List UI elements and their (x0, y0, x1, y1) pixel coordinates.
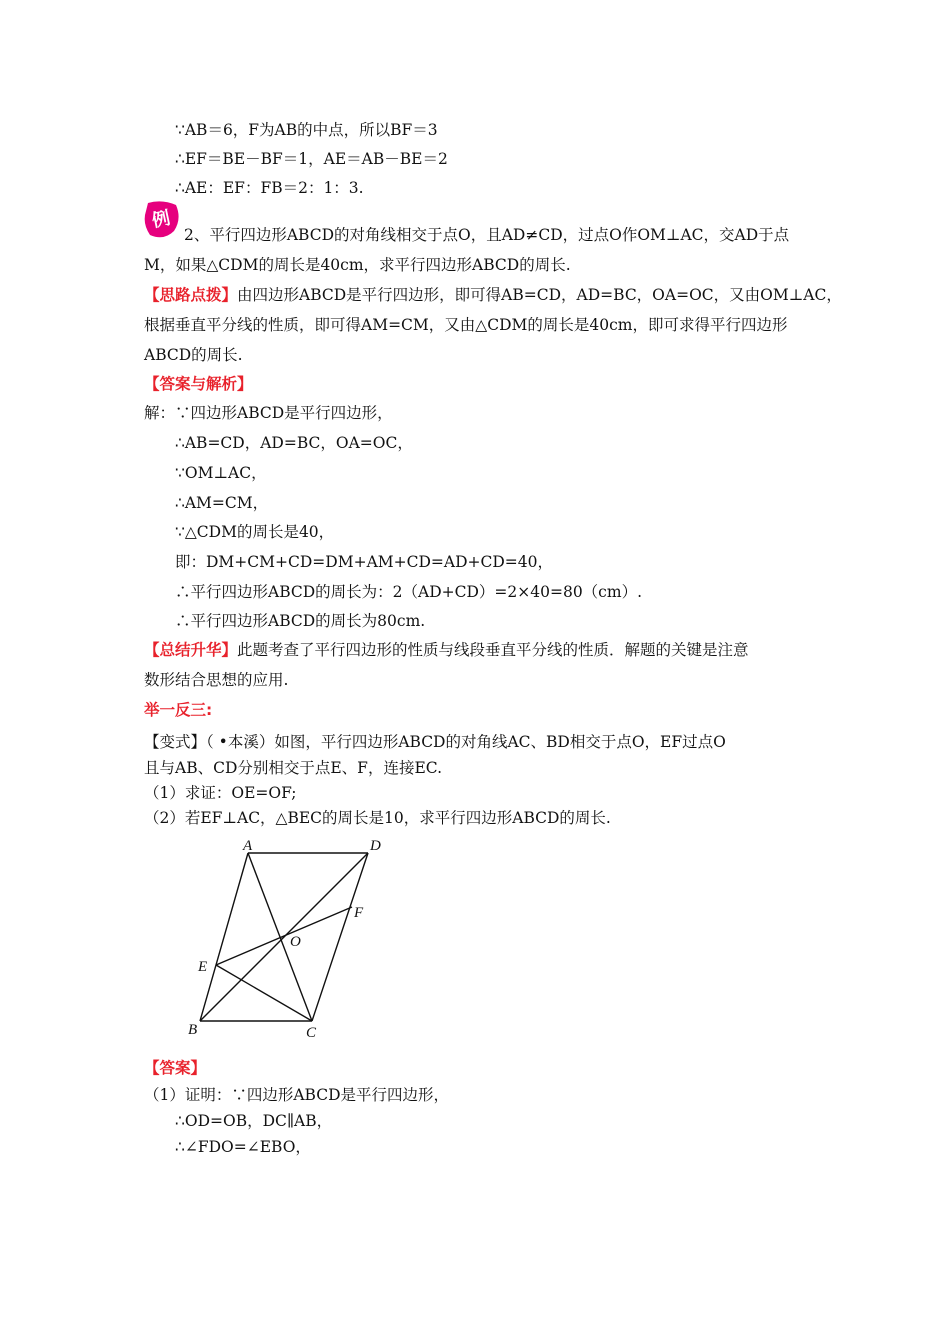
text-line: ∴EF＝BE－BF＝1，AE＝AB－BE＝2 (175, 150, 448, 168)
summary-label: 【总结升华】 (144, 641, 238, 659)
label-e: E (198, 959, 208, 975)
variant-line: 且与AB、CD分别相交于点E、F，连接EC. (144, 759, 442, 777)
edge-ba (200, 853, 248, 1021)
variant-line: （1）求证：OE=OF; (144, 784, 297, 802)
example-question: M，如果△CDM的周长是40cm，求平行四边形ABCD的周长. (144, 256, 571, 274)
proof-line: （1）证明：∵四边形ABCD是平行四边形， (144, 1086, 450, 1104)
segment-ef (216, 907, 352, 965)
proof-line: ∴∠FDO=∠EBO， (175, 1138, 311, 1156)
label-b: B (188, 1022, 198, 1038)
edge-dc (312, 853, 368, 1021)
summary-text: 此题考查了平行四边形的性质与线段垂直平分线的性质．解题的关键是注意 (237, 641, 749, 659)
hint-text: 由四边形ABCD是平行四边形，即可得AB=CD，AD=BC，OA=OC，又由OM⊥AC， (237, 286, 842, 304)
solution-line: ∴AM=CM， (175, 494, 269, 512)
solution-line: ∴AB=CD，AD=BC，OA=OC， (175, 434, 413, 452)
label-c: C (306, 1025, 317, 1041)
variant-line: （2）若EF⊥AC，△BEC的周长是10，求平行四边形ABCD的周长. (144, 809, 611, 827)
solution-line: ∴平行四边形ABCD的周长为：2（AD+CD）=2×40=80（cm）. (175, 583, 642, 601)
hint-line: 根据垂直平分线的性质，即可得AM=CM，又由△CDM的周长是40cm，即可求得平行四边形 (144, 316, 788, 334)
proof-line: ∴OD=OB，DC∥AB， (175, 1112, 333, 1130)
solution-line: ∵△CDM的周长是40， (175, 523, 335, 541)
label-o: O (290, 934, 301, 950)
example-badge-label: 例 (150, 207, 173, 232)
segment-ec (216, 965, 312, 1021)
summary-line: 数形结合思想的应用. (144, 671, 289, 689)
solution-line: 即：DM+CM+CD=DM+AM+CD=AD+CD=40， (175, 553, 553, 571)
hint-label: 【思路点拨】 (144, 286, 238, 304)
label-f: F (354, 905, 364, 921)
practice-heading: 举一反三: (144, 701, 213, 719)
solution-line: 解：∵四边形ABCD是平行四边形， (144, 404, 393, 422)
solution-line: ∴平行四边形ABCD的周长为80cm. (175, 612, 426, 630)
text-line: ∴AE：EF：FB＝2：1：3. (175, 179, 364, 197)
hint-line (144, 285, 842, 305)
variant-line: 【变式】（ •本溪）如图，平行四边形ABCD的对角线AC、BD相交于点O，EF过点O (144, 733, 726, 751)
parallelogram-figure (180, 835, 400, 1045)
diagonal-bd (200, 853, 368, 1021)
solution-line: ∵OM⊥AC， (175, 464, 267, 482)
label-d: D (370, 838, 381, 854)
example-question: 2、平行四边形ABCD的对角线相交于点O，且AD≠CD，过点O作OM⊥AC，交AD于点 (184, 226, 790, 244)
answer2-label: 【答案】 (144, 1059, 207, 1077)
example-badge-icon (144, 199, 180, 239)
label-a: A (243, 838, 253, 854)
hint-line: ABCD的周长. (144, 346, 243, 364)
text-line: ∵AB＝6，F为AB的中点，所以BF＝3 (175, 121, 438, 139)
answer-label: 【答案与解析】 (144, 375, 253, 393)
summary-line (144, 640, 749, 660)
